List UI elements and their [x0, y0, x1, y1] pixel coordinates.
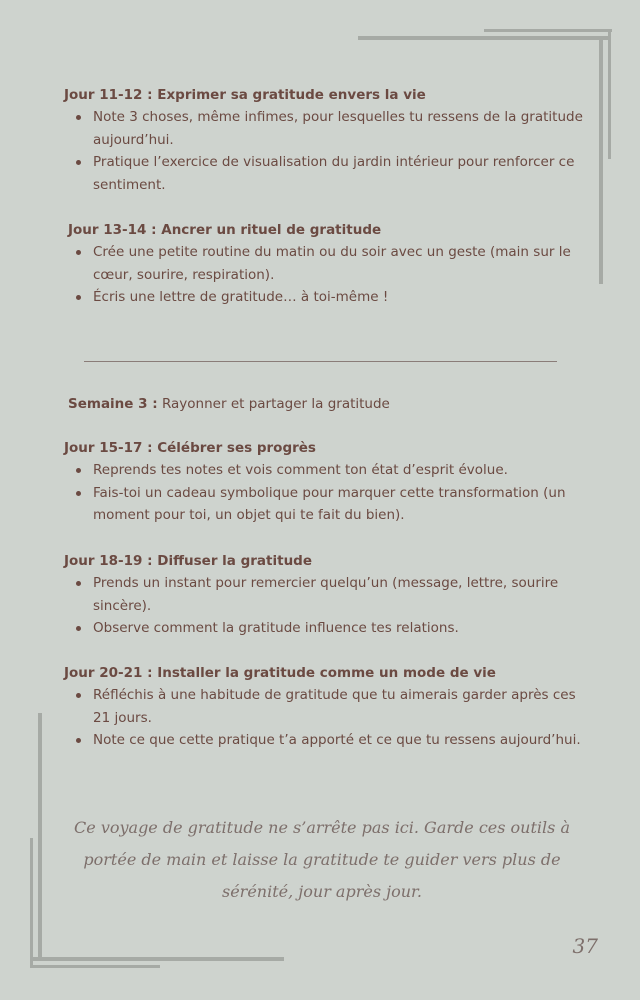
- frame-top-right-vertical-inner: [608, 29, 611, 159]
- list-item: Note 3 choses, même infimes, pour lesquelles tu ressens de la gratitude aujourd’hui.: [74, 106, 584, 151]
- section-heading-jour-20-21: Jour 20-21 : Installer la gratitude comme un mode de vie: [64, 665, 496, 681]
- frame-bottom-left-vertical-inner: [30, 838, 33, 968]
- list-item: Écris une lettre de gratitude… à toi-même !: [74, 286, 584, 309]
- list-item: Prends un instant pour remercier quelqu’un (message, lettre, sourire sincère).: [74, 572, 584, 617]
- list-item: Note ce que cette pratique t’a apporté et ce que tu ressens aujourd’hui.: [74, 729, 584, 752]
- section-heading-jour-15-17: Jour 15-17 : Célébrer ses progrès: [64, 440, 316, 456]
- frame-bottom-left-vertical-outer: [38, 713, 42, 961]
- section-heading-jour-11-12: Jour 11-12 : Exprimer sa gratitude envers la vie: [64, 87, 426, 103]
- frame-top-right-horizontal-inner: [484, 29, 612, 32]
- frame-bottom-left-horizontal-outer: [32, 957, 284, 961]
- list-item: Crée une petite routine du matin ou du soir avec un geste (main sur le cœur, sourire, respiration).: [74, 241, 584, 286]
- section-heading-jour-18-19: Jour 18-19 : Diffuser la gratitude: [64, 553, 313, 569]
- week-title: Rayonner et partager la gratitude: [161, 396, 390, 412]
- bullet-list-jour-18-19: [74, 572, 584, 640]
- section-heading-jour-13-14: Jour 13-14 : Ancrer un rituel de gratitude: [68, 222, 382, 238]
- list-item: Reprends tes notes et vois comment ton état d’esprit évolue.: [74, 459, 584, 482]
- bullet-list-jour-15-17: [74, 459, 584, 527]
- section-divider: [84, 361, 557, 362]
- closing-paragraph: Ce voyage de gratitude ne s’arrête pas ici. Garde ces outils à portée de main et laisse la gratitude te guider vers plus de sérénité, jour après jour.: [74, 818, 570, 901]
- bullet-list-jour-11-12: [74, 106, 584, 196]
- week-heading: [68, 393, 390, 415]
- frame-top-right-horizontal-outer: [358, 36, 610, 40]
- list-item: Pratique l’exercice de visualisation du jardin intérieur pour renforcer ce sentiment.: [74, 151, 584, 196]
- list-item: Fais-toi un cadeau symbolique pour marquer cette transformation (un moment pour toi, un objet qui te fait du bien).: [74, 482, 584, 527]
- week-label: Semaine 3 :: [68, 396, 158, 412]
- bullet-list-jour-20-21: [74, 684, 584, 752]
- page-number: 37: [572, 934, 598, 958]
- frame-bottom-left-horizontal-inner: [32, 965, 160, 968]
- bullet-list-jour-13-14: [74, 241, 584, 309]
- frame-top-right-vertical-outer: [599, 36, 603, 284]
- list-item: Observe comment la gratitude influence tes relations.: [74, 617, 584, 640]
- list-item: Réfléchis à une habitude de gratitude que tu aimerais garder après ces 21 jours.: [74, 684, 584, 729]
